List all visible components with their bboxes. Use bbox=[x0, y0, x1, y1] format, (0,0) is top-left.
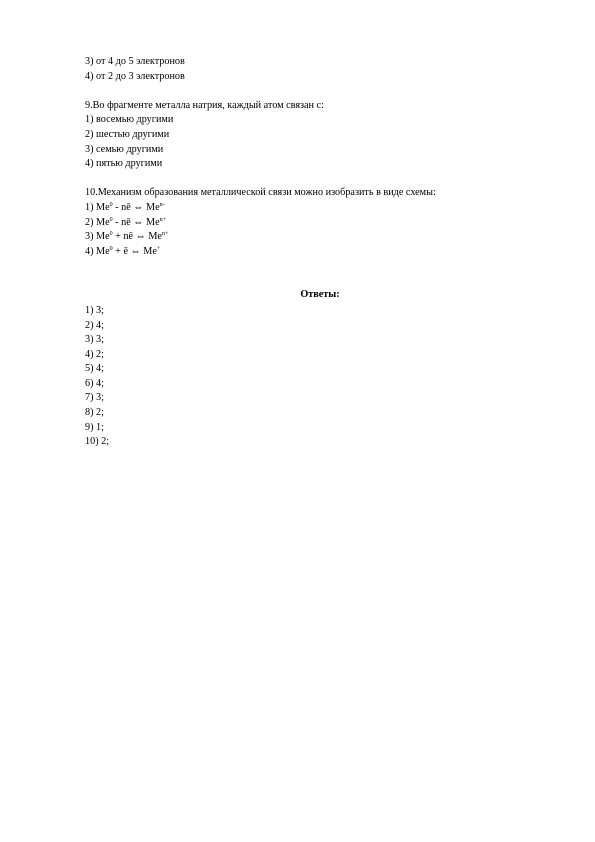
q9-title: 9.Во фрагменте металла натрия, каждый атом связан с: bbox=[85, 99, 324, 111]
q10-option-4: 4) $Me^0$ + ē ⇔ Me+ bbox=[85, 245, 161, 257]
q8-option-4: 4) от 2 до 3 электронов bbox=[85, 70, 185, 82]
q9-option-3: 3) семью другими bbox=[85, 143, 164, 155]
answer-item: 10) 2; bbox=[85, 436, 110, 448]
answer-item: 6) 4; bbox=[85, 377, 104, 389]
q9-option-1: 1) восемью другими bbox=[85, 114, 174, 126]
answer-item: 3) 3; bbox=[85, 334, 104, 346]
answer-item: 2) 4; bbox=[85, 319, 104, 331]
answer-item: 4) 2; bbox=[85, 348, 104, 360]
q8-option-3: 3) от 4 до 5 электронов bbox=[85, 56, 185, 67]
answer-item: 7) 3; bbox=[85, 392, 104, 404]
q10-option-2: 2) Me$^0$ - nē ⇔ $Me^{n+}$ bbox=[85, 216, 166, 228]
document-page bbox=[85, 55, 555, 450]
answers-list bbox=[85, 304, 555, 450]
answers-title: Ответы: bbox=[300, 289, 340, 301]
q9-option-4: 4) пятью другими bbox=[85, 158, 163, 170]
answer-item: 1) 3; bbox=[85, 304, 104, 316]
answer-item: 8) 2; bbox=[85, 407, 104, 419]
q10-title: 10.Механизм образования металлической связи можно изобразить в виде схемы: bbox=[85, 187, 436, 199]
q10-option-3: 3) $Me^0$ + nē ⇔ $Me^{n+}$ bbox=[85, 231, 169, 243]
q9-option-2: 2) шестью другими bbox=[85, 128, 170, 140]
answer-item: 5) 4; bbox=[85, 363, 104, 375]
q10-option-1: 1) Me$^0$ - nē ⇔ $Me^{n-}$ bbox=[85, 201, 165, 213]
answer-item: 9) 1; bbox=[85, 421, 104, 433]
